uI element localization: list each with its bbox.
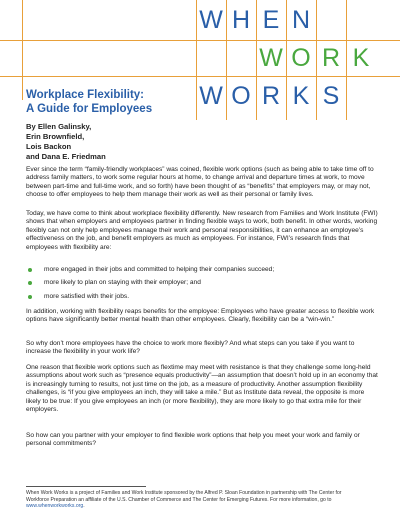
paragraph-assumptions xyxy=(26,364,378,414)
title-line-1: Workplace Flexibility: xyxy=(26,89,145,101)
paragraph-question xyxy=(26,340,378,357)
paragraph-mental-health xyxy=(26,308,378,325)
list-item xyxy=(26,266,378,274)
footer-end: . xyxy=(83,503,85,510)
logo-letter: H xyxy=(231,6,251,34)
paragraph-text: In addition, working with flexibility reaps benefits for the employee: Employees who have greater access to flexible work options have significantly better mental health than other employees. Clearly, flexibility can be a “win-win.” xyxy=(26,308,375,324)
paragraph-text: So why don’t more employees have the choice to work more flexibly? And what steps can you take if you want to increase the flexibility in your work life? xyxy=(26,340,355,356)
paragraph-intro xyxy=(26,166,378,200)
bullet-dot-icon xyxy=(28,295,32,299)
bullet-text: more likely to plan on staying with their employer; and xyxy=(44,279,201,287)
logo-letter: W xyxy=(199,82,223,110)
logo-letter: K xyxy=(292,82,310,110)
paragraph-research xyxy=(26,210,378,252)
author-list xyxy=(26,122,106,162)
footer-text: When Work Works is a project of Families and Work Institute sponsored by the Alfred P. Sloan Foundation in partnership with The Center for Workforce Preparation an affiliate of the U.S. Chamber of Commerce and The Center for Emerging Futures. For more information, go to xyxy=(26,490,342,503)
paragraph-text: Ever since the term “family-friendly workplaces” was coined, flexible work options (such as being able to take time off to address family matters, to work some regular hours at home, to change arrival and departure times at work, to move between part-time and full-time work, and so forth) have been thought of as “benefits” that employers may, or may not, choose to offer employees to help them manage their work as well as their personal or family lives. xyxy=(26,166,374,199)
bullet-dot-icon xyxy=(28,268,32,272)
logo-letter: N xyxy=(291,6,311,34)
paragraph-text: Today, we have come to think about workplace flexibility differently. New research from Families and Work Institute (FWI) shows that when employers and employees partner in finding flexible ways to work, both benefit. In other words, working flexibly can not only help employees manage their work and personal responsibilities, it can enhance an employee’s effectiveness on the job, and benefit employers as much as employees. For instance, FWI’s research finds that employees with flexibility are: xyxy=(26,210,378,251)
logo-letter: R xyxy=(261,82,281,110)
paragraph-text: One reason that flexible work options such as flextime may meet with resistance is that they challenge some long-held assumptions about work such as “presence equals productivity”—an assumption that doesn’t hold up in an economy that is increasingly turning to results, not just time on the job, as a measure of productivity. Another assumption flexibility challenges, is “if you give employees an inch, they will take a mile.” But as Institute data reveal, the opposite is more likely to be true: If you give employees an inch (or more flexibility), they are more likely to go that extra mile for their employers. xyxy=(26,364,378,414)
list-item xyxy=(26,279,378,287)
accent-line-horizontal-1 xyxy=(0,40,400,41)
logo-letter: W xyxy=(199,6,223,34)
bullet-text: more satisfied with their jobs. xyxy=(44,292,130,300)
footer-note xyxy=(26,490,366,510)
author-line: By Ellen Galinsky, xyxy=(26,122,92,131)
benefit-bullet-list xyxy=(26,266,378,306)
footer-divider xyxy=(26,486,146,487)
website-link[interactable]: www.whenworkworks.org xyxy=(26,503,84,510)
accent-line-horizontal-2 xyxy=(0,76,400,77)
logo-letter: W xyxy=(259,44,283,72)
bullet-text: more engaged in their jobs and committed to helping their companies succeed; xyxy=(44,266,275,273)
list-item xyxy=(26,293,378,301)
logo-letter: R xyxy=(321,44,341,72)
logo-letter: S xyxy=(322,82,340,110)
bullet-dot-icon xyxy=(28,281,32,285)
accent-line-vertical-1 xyxy=(22,0,23,100)
author-line: Erin Brownfield, xyxy=(26,132,85,141)
title-line-2: A Guide for Employees xyxy=(26,103,153,115)
paragraph-partner xyxy=(26,432,378,449)
author-line: Lois Backon xyxy=(26,142,72,151)
paragraph-text: So how can you partner with your employer to find flexible work options that help you meet your work and family or personal commitments? xyxy=(26,432,360,448)
logo-letter: E xyxy=(262,6,280,34)
logo-letter: O xyxy=(291,44,311,72)
logo-letter: K xyxy=(352,44,370,72)
document-title xyxy=(26,88,152,116)
author-line: and Dana E. Friedman xyxy=(26,152,106,161)
logo-letter: O xyxy=(231,82,251,110)
